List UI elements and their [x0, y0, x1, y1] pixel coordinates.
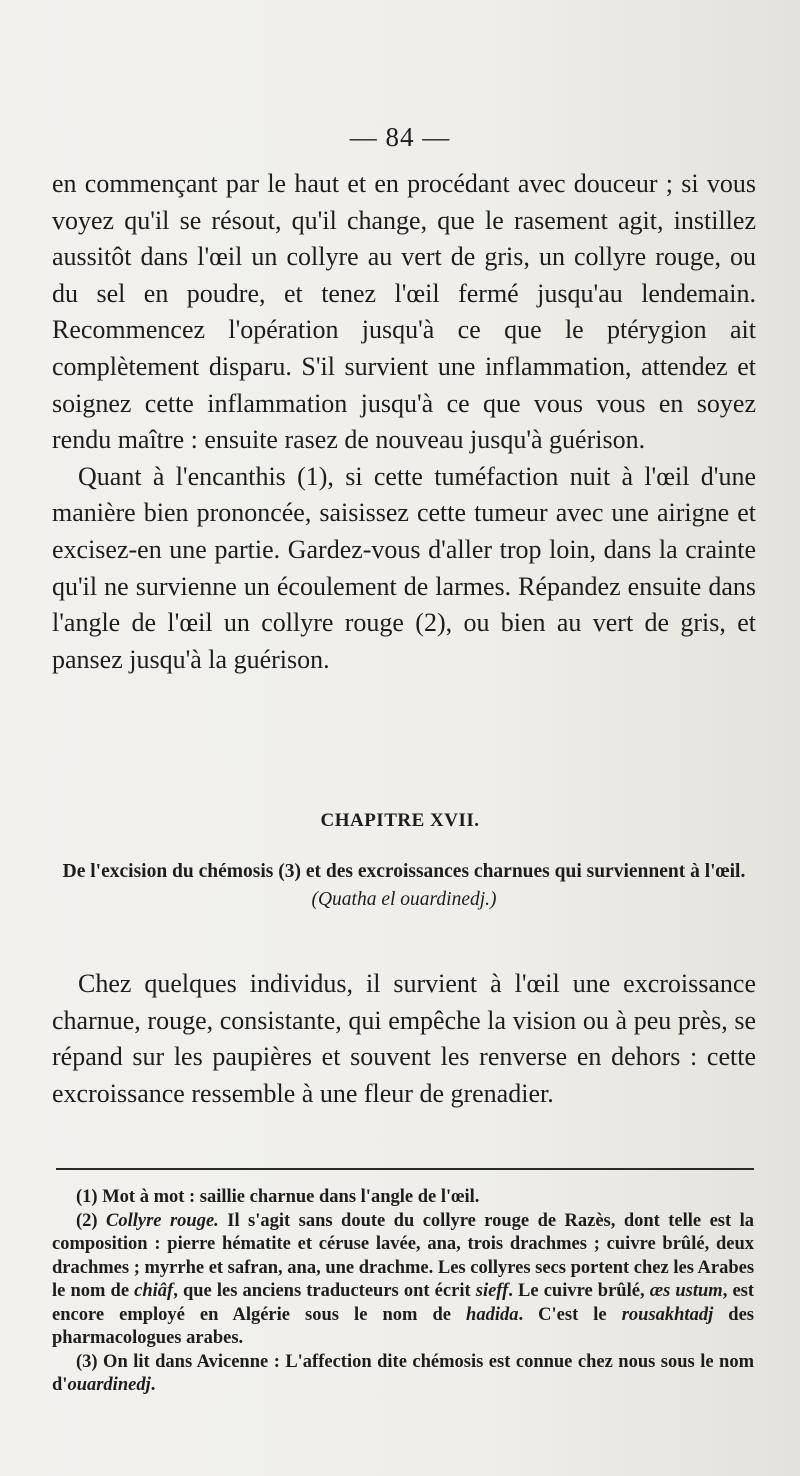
- body-text-bottom: [52, 966, 756, 1112]
- footnote-3-text: (3) On lit dans Avicenne : L'affection dite chémosis est connue chez nous sous le nom d': [52, 1351, 754, 1395]
- chapter-subtitle: [52, 858, 756, 914]
- footnote-2-text-a: Il s'agit sans doute du collyre rouge de Razès, dont telle est la composition : pierre hématite et céruse lavée, ana, trois drachmes ; cuivre brûlé, deux drachmes ; myrrhe et safran, ana, une drachme. Les collyres secs portent chez les Arabes le nom de: [52, 1210, 755, 1301]
- chapter-subtitle-arabic: (Quatha el ouardinedj.): [311, 889, 497, 910]
- footnote-2-text-e: . C'est le: [518, 1304, 622, 1325]
- footnote-2-rousakhtadj: rousakhtadj: [621, 1304, 714, 1325]
- paragraph-3: Chez quelques individus, il survient à l'œil une excroissance charnue, rouge, consistante, qui empêche la vision ou à peu près, se répand sur les paupières et souvent les renverse en dehors : cette excroissance ressemble à une fleur de grenadier.: [52, 969, 756, 1108]
- footnote-2-chiaf: chiâf: [134, 1281, 174, 1301]
- chapter-subtitle-text: De l'excision du chémosis (3) et des excroissances charnues qui surviennent à l'œil.: [62, 861, 746, 882]
- footnote-2-text-b: , que les anciens traducteurs ont écrit: [173, 1281, 476, 1301]
- page-number: — 84 —: [349, 122, 451, 152]
- footnote-divider: [56, 1168, 754, 1170]
- footnote-3-end: .: [150, 1375, 156, 1395]
- footnote-2-aes: æs ustum: [649, 1281, 723, 1301]
- footnote-2-sieff: sieff: [475, 1281, 509, 1301]
- footnote-2-text-c: . Le cuivre brûlé,: [508, 1281, 650, 1301]
- paragraph-1: en commençant par le haut et en procédant avec douceur ; si vous voyez qu'il se résout, qu'il change, que le rasement agit, instillez aussitôt dans l'œil un collyre au vert de gris, un collyre rouge, ou du sel en poudre, et tenez l'œil fermé jusqu'au lendemain. Recommencez l'opération jusqu'à ce que le ptérygion ait complètement disparu. S'il survient une inflammation, attendez et soignez cette inflammation jusqu'à ce que vous vous en soyez rendu maître : ensuite rasez de nouveau jusqu'à guérison.: [52, 169, 756, 455]
- footnote-2-number: (2): [76, 1210, 98, 1231]
- footnote-1: (1) Mot à mot : saillie charnue dans l'angle de l'œil.: [76, 1187, 480, 1207]
- footnotes: [52, 1186, 754, 1398]
- footnote-2: [52, 1210, 754, 1351]
- body-text-top: [52, 166, 756, 678]
- chapter-heading: CHAPITRE XVII.: [320, 810, 480, 831]
- footnote-2-hadida: hadida: [466, 1304, 519, 1325]
- paragraph-2: Quant à l'encanthis (1), si cette tuméfaction nuit à l'œil d'une manière bien prononcée, saisissez cette tumeur avec une airigne et excisez-en une partie. Gardez-vous d'aller trop loin, dans la crainte qu'il ne survienne un écoulement de larmes. Répandez ensuite dans l'angle de l'œil un collyre rouge (2), ou bien au vert de gris, et pansez jusqu'à la guérison.: [52, 461, 756, 674]
- footnote-3: [52, 1351, 754, 1398]
- footnote-2-term: Collyre rouge.: [106, 1210, 219, 1231]
- footnote-2-text-d: , est encore employé en Algérie sous le nom de: [52, 1281, 755, 1325]
- footnote-2-text-f: des pharmacologues arabes.: [52, 1304, 754, 1348]
- footnote-3-term: ouardinedj: [67, 1375, 151, 1395]
